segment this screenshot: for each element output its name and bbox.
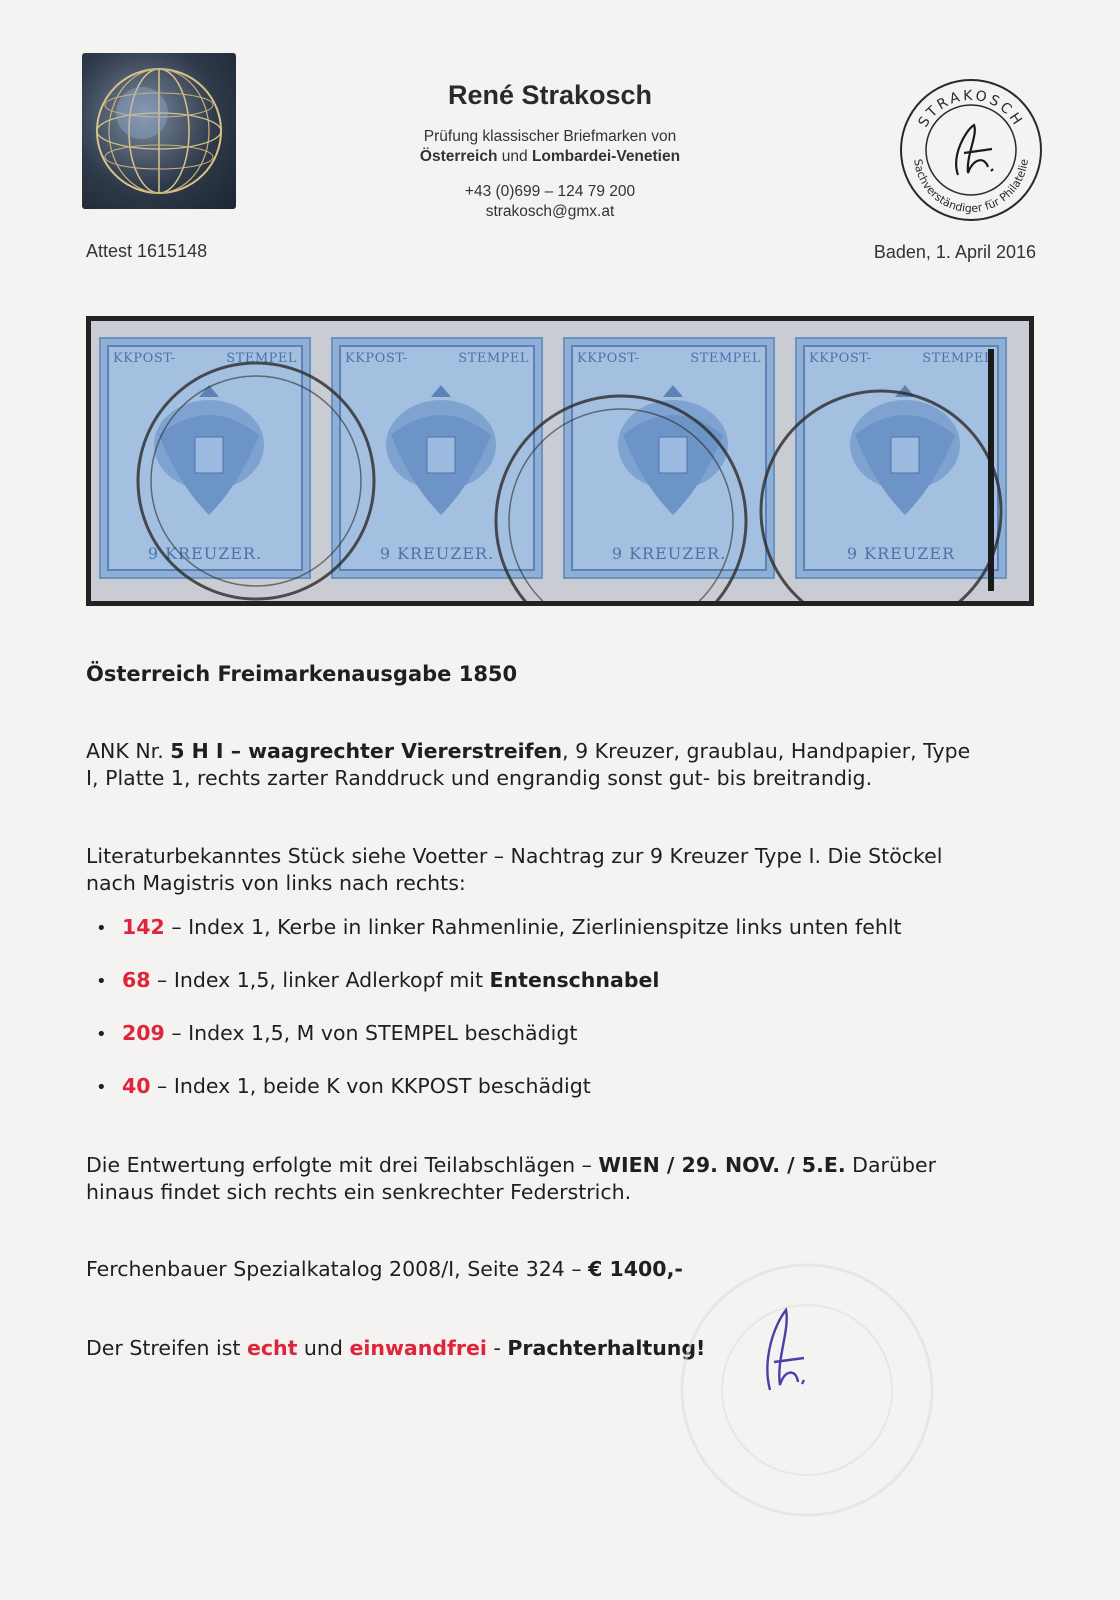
cancellation-line-2: hinaus findet sich rechts ein senkrechter Federstrich. <box>86 1180 632 1204</box>
stamp-1 <box>99 337 311 579</box>
eagle-coat-of-arms-icon <box>603 375 743 535</box>
list-item <box>96 1074 1026 1127</box>
bullet-icon: • <box>96 1077 107 1098</box>
attest-number: Attest 1615148 <box>86 241 208 261</box>
stamp-frame <box>339 345 535 571</box>
stamp-top-left: KKPOST- <box>345 351 408 366</box>
stamp-frame <box>803 345 999 571</box>
text-segment: , 9 Kreuzer, graublau, Handpapier, Type <box>562 739 971 763</box>
description-paragraph <box>86 738 1036 792</box>
stamp-value-label: 9 KREUZER. <box>379 544 495 563</box>
catalog-value: € 1400,- <box>588 1257 683 1281</box>
stamp-top-label <box>577 351 761 366</box>
stamp-frame <box>571 345 767 571</box>
verdict-genuine: echt <box>246 1336 298 1360</box>
bullet-icon: • <box>96 971 107 992</box>
stamp-top-left: KKPOST- <box>113 351 176 366</box>
stamp-value-label: 9 KREUZER. <box>611 544 727 563</box>
text-segment: und <box>297 1336 350 1360</box>
region-lombardy: Lombardei-Venetien <box>531 148 681 165</box>
description-line-1 <box>86 738 1036 765</box>
stamp-strip-paper <box>91 321 1029 601</box>
cancellation-paragraph <box>86 1152 1036 1206</box>
bullet-icon: • <box>96 1024 107 1045</box>
region-austria: Österreich <box>419 148 498 165</box>
eagle-coat-of-arms-icon <box>835 375 975 535</box>
position-number: 68 <box>122 968 151 992</box>
text-segment: ANK Nr. <box>86 739 171 763</box>
stamp-value-label: 9 KREUZER <box>846 544 956 563</box>
header-email: strakosch@gmx.at <box>485 203 615 220</box>
position-emphasis: Entenschnabel <box>489 968 660 992</box>
list-item <box>96 915 1026 968</box>
seal-bottom-text: Sachverständiger für Philatelie <box>911 158 1031 216</box>
postmark-text: WIEN / 29. NOV. / 5.E. <box>598 1153 846 1177</box>
svg-text:STRAKOSCH <box>916 88 1027 130</box>
hologram-globe-logo <box>82 53 236 209</box>
header-regions <box>330 147 770 167</box>
stamp-top-label <box>809 351 993 366</box>
verdict-condition: Prachterhaltung! <box>507 1336 706 1360</box>
signature <box>752 1300 812 1405</box>
plate-position-list <box>96 915 1026 1127</box>
header-phone: +43 (0)699 – 124 79 200 <box>464 183 636 200</box>
stamp-strip-image <box>86 316 1034 606</box>
stamp-4 <box>795 337 1007 579</box>
stamp-top-left: KKPOST- <box>577 351 640 366</box>
list-item <box>96 1021 1026 1074</box>
stamp-top-right: STEMPEL <box>226 351 297 366</box>
text-segment: Ferchenbauer Spezialkatalog 2008/I, Seite 324 – <box>86 1257 589 1281</box>
stamp-frame <box>107 345 303 571</box>
verdict-faultless: einwandfrei <box>349 1336 487 1360</box>
stamp-top-left: KKPOST- <box>809 351 872 366</box>
stamp-3 <box>563 337 775 579</box>
globe-icon <box>82 53 236 209</box>
position-description: – Index 1, Kerbe in linker Rahmenlinie, Zierlinienspitze links unten fehlt <box>164 915 902 939</box>
position-number: 209 <box>122 1021 165 1045</box>
position-number: 142 <box>122 915 165 939</box>
literature-paragraph <box>86 843 1036 897</box>
company-name: René Strakosch <box>447 80 653 110</box>
bullet-icon: • <box>96 918 107 939</box>
literature-line-1: Literaturbekanntes Stück siehe Voetter – Nachtrag zur 9 Kreuzer Type I. Die Stöckel <box>86 844 943 868</box>
catalog-number: 5 H I – waagrechter Viererstreifen <box>170 739 563 763</box>
literature-line-2: nach Magistris von links nach rechts: <box>86 871 466 895</box>
eagle-coat-of-arms-icon <box>371 375 511 535</box>
description-line-2: I, Platte 1, rechts zarter Randdruck und engrandig sonst gut- bis breitrandig. <box>86 766 873 790</box>
position-number: 40 <box>122 1074 151 1098</box>
region-connector: und <box>497 148 532 165</box>
seal-top-text: STRAKOSCH <box>915 87 1027 131</box>
text-segment: Der Streifen ist <box>86 1336 247 1360</box>
text-segment: Darüber <box>845 1153 936 1177</box>
stamp-top-right: STEMPEL <box>690 351 761 366</box>
text-segment: Die Entwertung erfolgte mit drei Teilabschlägen – <box>86 1153 599 1177</box>
stamp-top-label <box>345 351 529 366</box>
attest-date: Baden, 1. April 2016 <box>873 242 1036 262</box>
cancellation-line-1 <box>86 1152 1036 1179</box>
position-description: – Index 1,5, M von STEMPEL beschädigt <box>164 1021 578 1045</box>
stamp-top-right: STEMPEL <box>922 351 993 366</box>
position-description: – Index 1, beide K von KKPOST beschädigt <box>150 1074 591 1098</box>
stamp-top-label <box>113 351 297 366</box>
position-description: – Index 1,5, linker Adlerkopf mit <box>150 968 490 992</box>
stamp-2 <box>331 337 543 579</box>
eagle-coat-of-arms-icon <box>139 375 279 535</box>
stamp-value-label: 9 KREUZER. <box>147 544 263 563</box>
text-segment: - <box>486 1336 508 1360</box>
expert-seal-stamp <box>896 75 1046 225</box>
header-subtitle: Prüfung klassischer Briefmarken von <box>423 128 677 145</box>
list-item <box>96 968 1026 1021</box>
document-title: Österreich Freimarkenausgabe 1850 <box>86 662 518 686</box>
stamp-top-right: STEMPEL <box>458 351 529 366</box>
